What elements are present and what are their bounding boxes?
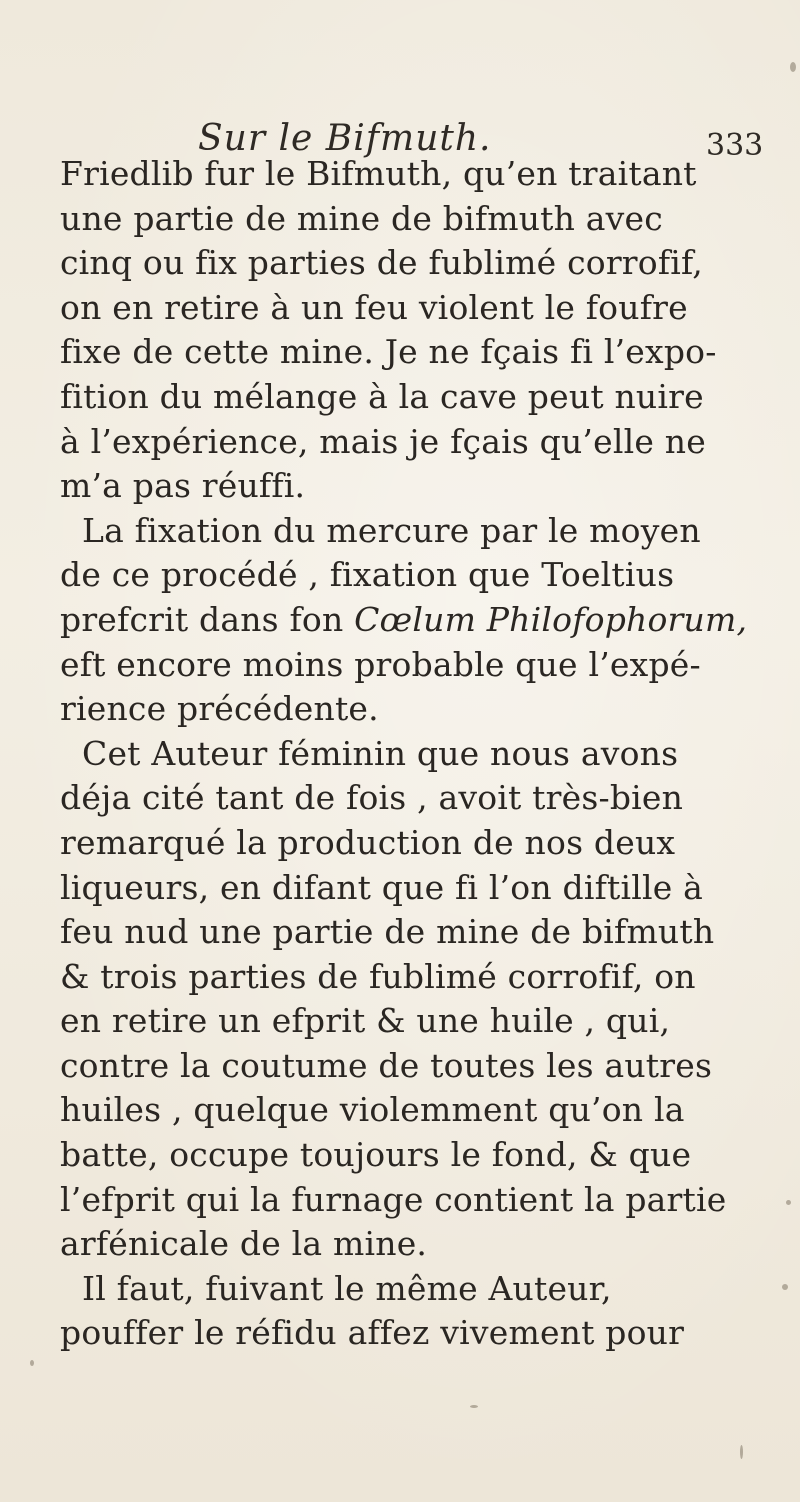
text-line: une partie de mine de bifmuth avec <box>60 198 663 238</box>
text-line: eft encore moins probable que l’expé- <box>60 644 701 684</box>
paragraph-start-line: Cet Auteur féminin que nous avons <box>82 733 679 773</box>
paper-speck <box>470 1405 478 1408</box>
text-line: contre la coutume de toutes les autres <box>60 1045 713 1085</box>
text-line: fixe de cette mine. Je ne fçais fi l’expo- <box>60 332 717 372</box>
paragraph-start-line: La fixation du mercure par le moyen <box>82 510 701 550</box>
text-line: déja cité tant de fois , avoit très-bien <box>60 778 684 818</box>
text-line: arfénicale de la mine. <box>60 1224 428 1264</box>
paper-speck <box>790 62 796 72</box>
text-line: cinq ou fix parties de fublimé corrofif, <box>60 243 703 283</box>
page-number: 333 <box>706 128 764 163</box>
text-line: & trois parties de fublimé corrofif, on <box>60 956 696 996</box>
text-line: Friedlib fur le Bifmuth, qu’en traitant <box>60 154 697 193</box>
text-line: pouffer le réfidu affez vivement pour <box>60 1313 685 1353</box>
paper-speck <box>740 1445 743 1459</box>
paragraph-start-line: Il faut, fuivant le même Auteur, <box>82 1268 612 1308</box>
paper-speck <box>30 1360 34 1366</box>
paper-speck <box>782 1284 788 1290</box>
text-line: feu nud une partie de mine de bifmuth <box>60 912 715 952</box>
text-line: liqueurs, en difant que fi l’on diftille à <box>60 867 704 907</box>
paper-speck <box>786 1200 791 1205</box>
body-text <box>60 152 800 1356</box>
book-title-italic: Cœlum Philofophorum, <box>354 599 748 639</box>
text-line: huiles , quelque violemment qu’on la <box>60 1090 685 1130</box>
text-line: fition du mélange à la cave peut nuire <box>60 376 704 416</box>
text-line: à l’expérience, mais je fçais qu’elle ne <box>60 421 706 461</box>
text-line: de ce procédé , fixation que Toeltius <box>60 555 675 595</box>
running-title: Sur le Bifmuth. <box>198 118 492 159</box>
text-line-with-title <box>60 598 800 643</box>
text-line: l’efprit qui la furnage contient la partie <box>60 1179 727 1219</box>
text-line: on en retire à un feu violent le foufre <box>60 287 688 327</box>
text-segment: prefcrit dans fon <box>60 599 355 639</box>
text-line: en retire un efprit & une huile , qui, <box>60 1001 671 1041</box>
text-line: rience précédente. <box>60 689 379 729</box>
text-line: m’a pas réuffi. <box>60 466 306 506</box>
text-line: batte, occupe toujours le fond, & que <box>60 1135 692 1175</box>
text-line: remarqué la production de nos deux <box>60 822 676 862</box>
